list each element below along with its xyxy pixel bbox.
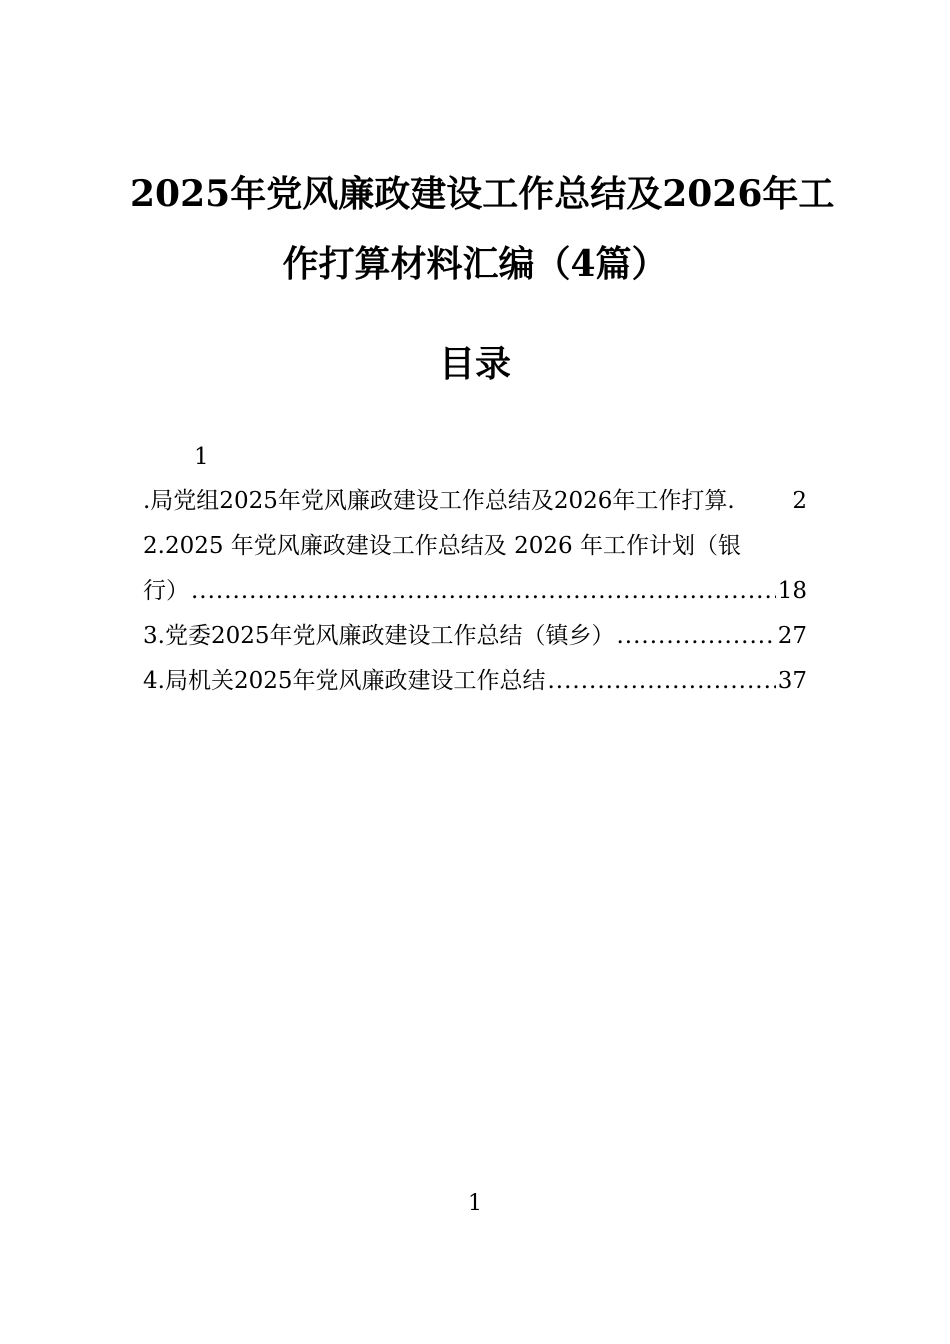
toc-entry-2-continued[interactable]	[143, 576, 807, 606]
toc-entry-3[interactable]	[143, 621, 807, 651]
toc-leader-dots	[191, 576, 776, 606]
toc-entry-text: 2.2025 年党风廉政建设工作总结及 2026 年工作计划（银	[143, 533, 741, 559]
toc-entry-page: 2	[792, 488, 807, 514]
toc-entry-page: 18	[777, 578, 807, 604]
toc-entry-2[interactable]	[143, 531, 807, 561]
toc-leader-dots	[616, 621, 775, 651]
toc-heading: 目录	[438, 343, 511, 385]
document-title-line-1: 2025年党风廉政建设工作总结及2026年工	[130, 173, 835, 215]
toc-first-number: 1	[194, 444, 209, 470]
toc-entry-text: 4.局机关2025年党风廉政建设工作总结	[143, 668, 546, 694]
toc-entry-text: 行）	[143, 578, 189, 604]
toc-entry-text: .局党组2025年党风廉政建设工作总结及2026年工作打算.	[143, 488, 735, 514]
toc-entry-4[interactable]	[143, 666, 807, 696]
toc-entry-page: 37	[777, 668, 807, 694]
page-number: 1	[468, 1191, 482, 1216]
toc-leader-dots	[547, 666, 775, 696]
toc-entry-text: 3.党委2025年党风廉政建设工作总结（镇乡）	[143, 623, 615, 649]
document-title-line-2: 作打算材料汇编（4篇）	[282, 243, 668, 285]
toc-entry-page: 27	[777, 623, 807, 649]
toc-entry-1[interactable]	[143, 486, 807, 516]
